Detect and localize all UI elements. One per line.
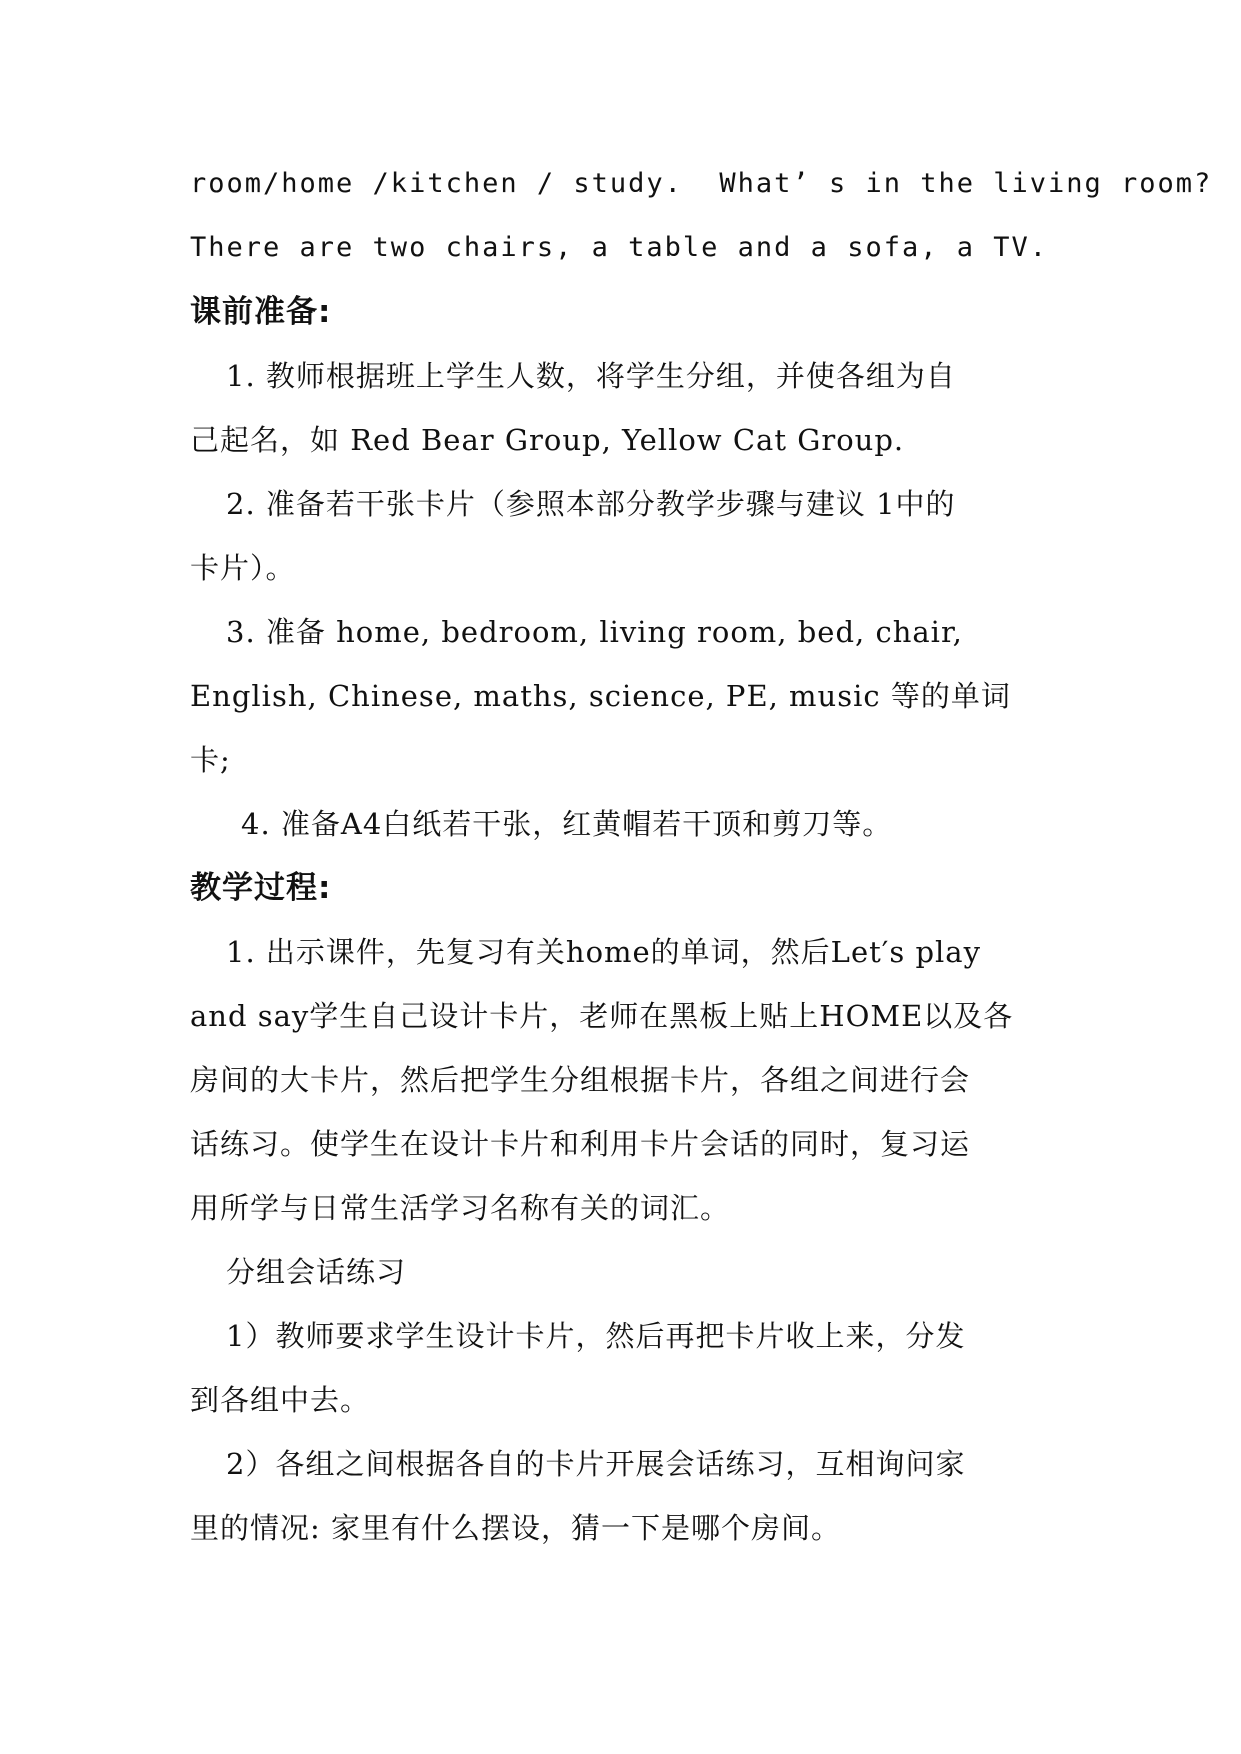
paragraph-line-vocabulary-rooms: room/home /kitchen / study. What’ s in the living room?: [190, 168, 1213, 199]
prep-item-2-line-1: 2. 准备若干张卡片（参照本部分教学步骤与建议 1中的: [226, 487, 956, 521]
process-step-1-line-4: 话练习。使学生在设计卡片和利用卡片会话的同时，复习运: [190, 1127, 971, 1161]
group-practice-subheading: 分组会话练习: [226, 1255, 407, 1289]
process-step-1-line-2: and say学生自己设计卡片，老师在黑板上贴上HOME以及各: [190, 999, 1014, 1033]
prep-item-3-line-1: 3. 准备 home, bedroom, living room, bed, chair,: [226, 615, 963, 649]
prep-item-3-line-2: English, Chinese, maths, science, PE, music 等的单词: [190, 679, 1011, 713]
practice-item-2-line-1: 2）各组之间根据各自的卡片开展会话练习，互相询问家: [226, 1447, 966, 1481]
paragraph-line-living-room-items: There are two chairs, a table and a sofa, a TV.: [190, 232, 1049, 263]
process-step-1-line-1: 1. 出示课件，先复习有关home的单词，然后Let′s play: [226, 935, 981, 969]
prep-item-3-line-3: 卡;: [190, 743, 231, 777]
process-step-1-line-5: 用所学与日常生活学习名称有关的词汇。: [190, 1191, 731, 1225]
prep-item-1-line-1: 1. 教师根据班上学生人数，将学生分组，并使各组为自: [226, 359, 956, 393]
process-step-1-line-3: 房间的大卡片，然后把学生分组根据卡片，各组之间进行会: [190, 1063, 971, 1097]
section-heading-teaching-process: 教学过程:: [190, 870, 332, 906]
prep-item-2-line-2: 卡片）。: [190, 551, 296, 585]
prep-item-4: 4. 准备A4白纸若干张，红黄帽若干顶和剪刀等。: [241, 807, 893, 841]
section-heading-preparation: 课前准备:: [190, 294, 332, 330]
practice-item-1-line-1: 1）教师要求学生设计卡片，然后再把卡片收上来，分发: [226, 1319, 966, 1353]
practice-item-1-line-2: 到各组中去。: [190, 1383, 371, 1417]
practice-item-2-line-2: 里的情况: 家里有什么摆设，猜一下是哪个房间。: [190, 1511, 841, 1545]
prep-item-1-line-2: 己起名，如 Red Bear Group, Yellow Cat Group.: [190, 423, 905, 457]
